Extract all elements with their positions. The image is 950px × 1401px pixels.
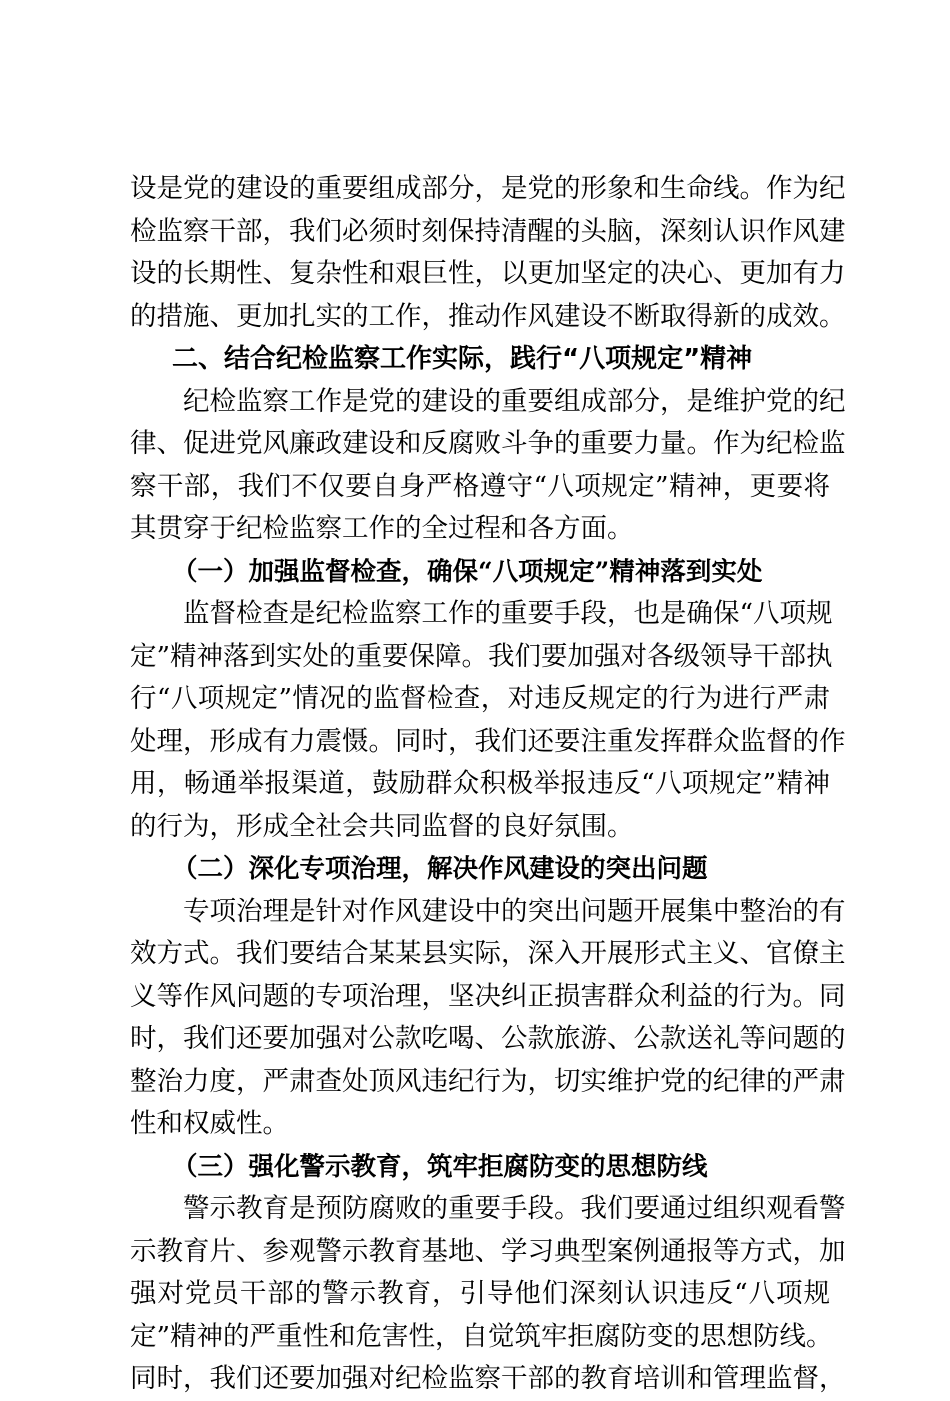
paragraph-line: 的措施、更加扎实的工作，推动作风建设不断取得新的成效。	[130, 300, 846, 332]
paragraph-line: 设是党的建设的重要组成部分，是党的形象和生命线。作为纪	[130, 173, 846, 204]
paragraph-line: 行“八项规定”情况的监督检查，对违反规定的行为进行严肃	[130, 683, 830, 714]
paragraph-line: 定”精神落到实处的重要保障。我们要加强对各级领导干部执	[130, 640, 833, 672]
subsection-heading: （二）深化专项治理，解决作风建设的突出问题	[172, 854, 708, 884]
paragraph-line: 警示教育是预防腐败的重要手段。我们要通过组织观看警	[183, 1193, 846, 1224]
paragraph-line: 同时，我们还要加强对纪检监察干部的教育培训和管理监督，	[130, 1363, 846, 1394]
paragraph-line: 效方式。我们要结合某某县实际，深入开展形式主义、官僚主	[130, 938, 846, 969]
paragraph-line: 监督检查是纪检监察工作的重要手段，也是确保“八项规	[183, 598, 833, 629]
paragraph-line: 用，畅通举报渠道，鼓励群众积极举报违反“八项规定”精神	[130, 768, 830, 799]
paragraph-line: 检监察干部，我们必须时刻保持清醒的头脑，深刻认识作风建	[130, 215, 846, 247]
paragraph-line: 处理，形成有力震慑。同时，我们还要注重发挥群众监督的作	[130, 725, 846, 757]
paragraph-line: 其贯穿于纪检监察工作的全过程和各方面。	[130, 513, 634, 544]
paragraph-line: 律、促进党风廉政建设和反腐败斗争的重要力量。作为纪检监	[130, 428, 846, 459]
subsection-heading: （三）强化警示教育，筑牢拒腐防变的思想防线	[172, 1151, 708, 1182]
paragraph-line: 时，我们还要加强对公款吃喝、公款旅游、公款送礼等问题的	[130, 1023, 846, 1054]
paragraph-line: 察干部，我们不仅要自身严格遵守“八项规定”精神，更要将	[130, 470, 830, 502]
paragraph-line: 义等作风问题的专项治理，坚决纠正损害群众利益的行为。同	[130, 980, 846, 1012]
paragraph-line: 示教育片、参观警示教育基地、学习典型案例通报等方式，加	[130, 1235, 846, 1267]
paragraph-line: 纪检监察工作是党的建设的重要组成部分，是维护党的纪	[183, 385, 846, 417]
subsection-heading: （一）加强监督检查，确保“八项规定”精神落到实处	[172, 556, 763, 587]
paragraph-line: 强对党员干部的警示教育，引导他们深刻认识违反“八项规	[130, 1278, 830, 1309]
paragraph-line: 设的长期性、复杂性和艰巨性，以更加坚定的决心、更加有力	[130, 258, 846, 289]
paragraph-line: 定”精神的严重性和危害性，自觉筑牢拒腐防变的思想防线。	[130, 1320, 833, 1352]
paragraph-line: 专项治理是针对作风建设中的突出问题开展集中整治的有	[183, 895, 846, 927]
paragraph-line: 整治力度，严肃查处顶风违纪行为，切实维护党的纪律的严肃	[130, 1065, 846, 1097]
paragraph-line: 的行为，形成全社会共同监督的良好氛围。	[130, 810, 634, 842]
paragraph-line: 性和权威性。	[130, 1108, 289, 1139]
document-body	[130, 168, 846, 1401]
section-heading: 二、结合纪检监察工作实际，践行“八项规定”精神	[172, 344, 753, 374]
